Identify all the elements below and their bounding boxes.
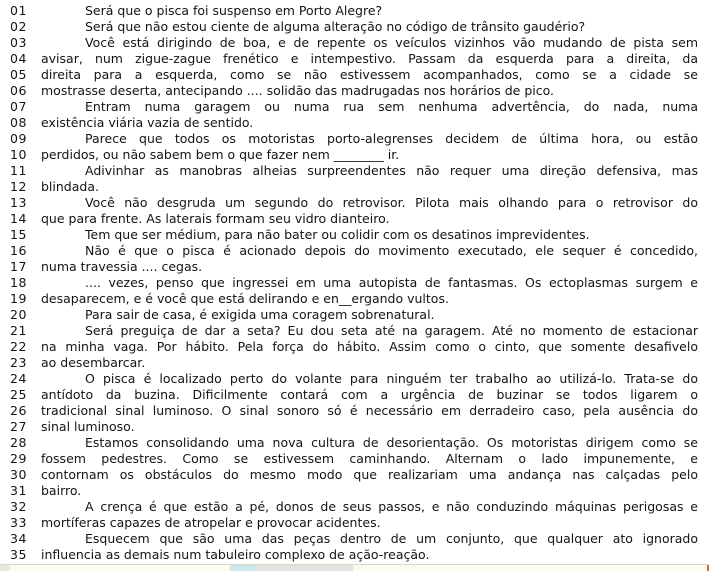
text-line: [0, 243, 709, 259]
text-line: [0, 51, 709, 67]
line-text: blindada.: [41, 179, 99, 194]
text-line: [0, 275, 709, 291]
text-line: [0, 115, 709, 131]
text-line: [0, 387, 709, 403]
line-number: 13: [10, 195, 27, 210]
line-number: 34: [10, 531, 27, 546]
line-text: contornam os obstáculos do mesmo modo que realizariam uma andança nas calçadas pelo: [41, 467, 698, 482]
text-line: [0, 499, 709, 515]
text-line: [0, 435, 709, 451]
text-line: [0, 227, 709, 243]
line-number: 32: [10, 499, 27, 514]
line-text: Você não desgruda um segundo do retrovisor. Pilota mais olhando para o retrovisor do: [85, 195, 698, 210]
text-line: [0, 259, 709, 275]
line-text: Entram numa garagem ou numa rua sem nenhuma advertência, do nada, numa: [85, 99, 698, 114]
line-number: 17: [10, 259, 27, 274]
line-text: sinal luminoso.: [41, 419, 135, 434]
text-line: [0, 483, 709, 499]
text-line: [0, 147, 709, 163]
line-text: desaparecem, e é você que está delirando e en__ergando vultos.: [41, 291, 449, 306]
line-number: 22: [10, 339, 27, 354]
line-number: 26: [10, 403, 27, 418]
line-text: .... vezes, penso que ingressei em uma autopista de fantasmas. Os ectoplasmas surgem e: [85, 275, 698, 290]
line-text: Para sair de casa, é exigida uma coragem sobrenatural.: [85, 307, 435, 322]
line-number: 31: [10, 483, 27, 498]
text-line: [0, 3, 709, 19]
line-text: tradicional sinal luminoso. O sinal sonoro só é necessário em derradeiro caso, pela ausência do: [41, 403, 698, 418]
line-number: 19: [10, 291, 27, 306]
text-line: [0, 515, 709, 531]
text-line: [0, 35, 709, 51]
text-line: [0, 131, 709, 147]
line-number: 09: [10, 131, 27, 146]
line-text: Parece que todos os motoristas porto-alegrenses decidem de última hora, ou estão: [85, 131, 698, 146]
line-text: avisar, num zigue-zague frenético e intempestivo. Passam da esquerda para a direita, da: [41, 51, 698, 66]
passage-lines: [0, 3, 709, 563]
line-text: Será que o pisca foi suspenso em Porto Alegre?: [85, 3, 383, 18]
line-number: 01: [10, 3, 27, 18]
text-line: [0, 67, 709, 83]
line-number: 04: [10, 51, 27, 66]
line-text: O pisca é localizado perto do volante para ninguém ter trabalho ao utilizá-lo. Trata-se do: [85, 371, 698, 386]
text-line: [0, 547, 709, 563]
line-text: existência viária vazia de sentido.: [41, 115, 254, 130]
line-text: numa travessia .... cegas.: [41, 259, 203, 274]
line-number: 06: [10, 83, 27, 98]
text-line: [0, 179, 709, 195]
line-text: Adivinhar as manobras alheias surpreendentes não requer uma direção defensiva, mas: [85, 163, 698, 178]
line-number: 30: [10, 467, 27, 482]
bottom-strip-teal-segment: [230, 565, 258, 571]
line-text: ao desembarcar.: [41, 355, 146, 370]
line-text: Tem que ser médium, para não bater ou colidir com os desatinos imprevidentes.: [85, 227, 590, 242]
line-number: 10: [10, 147, 27, 162]
line-number: 05: [10, 67, 27, 82]
line-number: 21: [10, 323, 27, 338]
line-number: 02: [10, 19, 27, 34]
line-text: que para frente. As laterais formam seu vidro dianteiro.: [41, 211, 390, 226]
line-text: Não é que o pisca é acionado depois do movimento executado, ele sequer é concedido,: [85, 243, 698, 258]
line-text: A crença é que estão a pé, donos de seus passos, e não conduzindo máquinas perigosas e: [85, 499, 698, 514]
text-line: [0, 419, 709, 435]
text-line: [0, 451, 709, 467]
bottom-edge-strip: [0, 564, 709, 571]
line-number: 08: [10, 115, 27, 130]
text-line: [0, 291, 709, 307]
line-number: 03: [10, 35, 27, 50]
text-line: [0, 531, 709, 547]
line-number: 24: [10, 371, 27, 386]
line-number: 15: [10, 227, 27, 242]
text-line: [0, 19, 709, 35]
line-text: direita para a esquerda, como se não estivessem acompanhados, como se a cidade se: [41, 67, 698, 82]
line-text: Será que não estou ciente de alguma alteração no código de trânsito gaudério?: [85, 19, 586, 34]
text-line: [0, 99, 709, 115]
line-text: na minha vaga. Por hábito. Pela força do hábito. Assim como o cinto, que somente desafivelo: [41, 339, 698, 354]
line-number: 27: [10, 419, 27, 434]
line-text: Você está dirigindo de boa, e de repente os veículos vizinhos vão mudando de pista sem: [85, 35, 698, 50]
line-number: 35: [10, 547, 27, 562]
line-text: mostrasse deserta, antecipando .... solidão das madrugadas nos horários de pico.: [41, 83, 555, 98]
text-line: [0, 211, 709, 227]
bottom-strip-gray-segment: [258, 565, 353, 571]
line-number: 23: [10, 355, 27, 370]
line-number: 16: [10, 243, 27, 258]
text-line: [0, 195, 709, 211]
line-text: Esquecem que são uma das peças dentro de um conjunto, que qualquer ato ignorado: [85, 531, 698, 546]
line-text: mortíferas capazes de atropelar e provocar acidentes.: [41, 515, 381, 530]
line-number: 11: [10, 163, 27, 178]
line-number: 07: [10, 99, 27, 114]
text-line: [0, 371, 709, 387]
line-number: 33: [10, 515, 27, 530]
line-number: 14: [10, 211, 27, 226]
line-number: 20: [10, 307, 27, 322]
line-text: antídoto da buzina. Dificilmente contará com a urgência de buzinar se todos ligarem o: [41, 387, 698, 402]
text-line: [0, 467, 709, 483]
line-text: bairro.: [41, 483, 82, 498]
line-number: 25: [10, 387, 27, 402]
line-number: 29: [10, 451, 27, 466]
text-line: [0, 163, 709, 179]
line-number: 28: [10, 435, 27, 450]
text-line: [0, 83, 709, 99]
line-number: 12: [10, 179, 27, 194]
line-text: fossem pedestres. Como se estivessem caminhando. Alternam o lado impunemente, e: [41, 451, 698, 466]
line-number: 18: [10, 275, 27, 290]
text-line: [0, 307, 709, 323]
text-line: [0, 403, 709, 419]
line-text: perdidos, ou não sabem bem o que fazer nem ________ ir.: [41, 147, 400, 162]
line-text: influencia as demais num tabuleiro complexo de ação-reação.: [41, 547, 430, 562]
text-line: [0, 355, 709, 371]
line-text: Estamos consolidando uma nova cultura de desorientação. Os motoristas dirigem como se: [85, 435, 698, 450]
text-line: [0, 339, 709, 355]
bottom-strip-left-segment: [0, 565, 10, 571]
passage: [0, 3, 709, 563]
text-line: [0, 323, 709, 339]
line-text: Será preguiça de dar a seta? Eu dou seta até na garagem. Até no momento de estacionar: [85, 323, 698, 338]
